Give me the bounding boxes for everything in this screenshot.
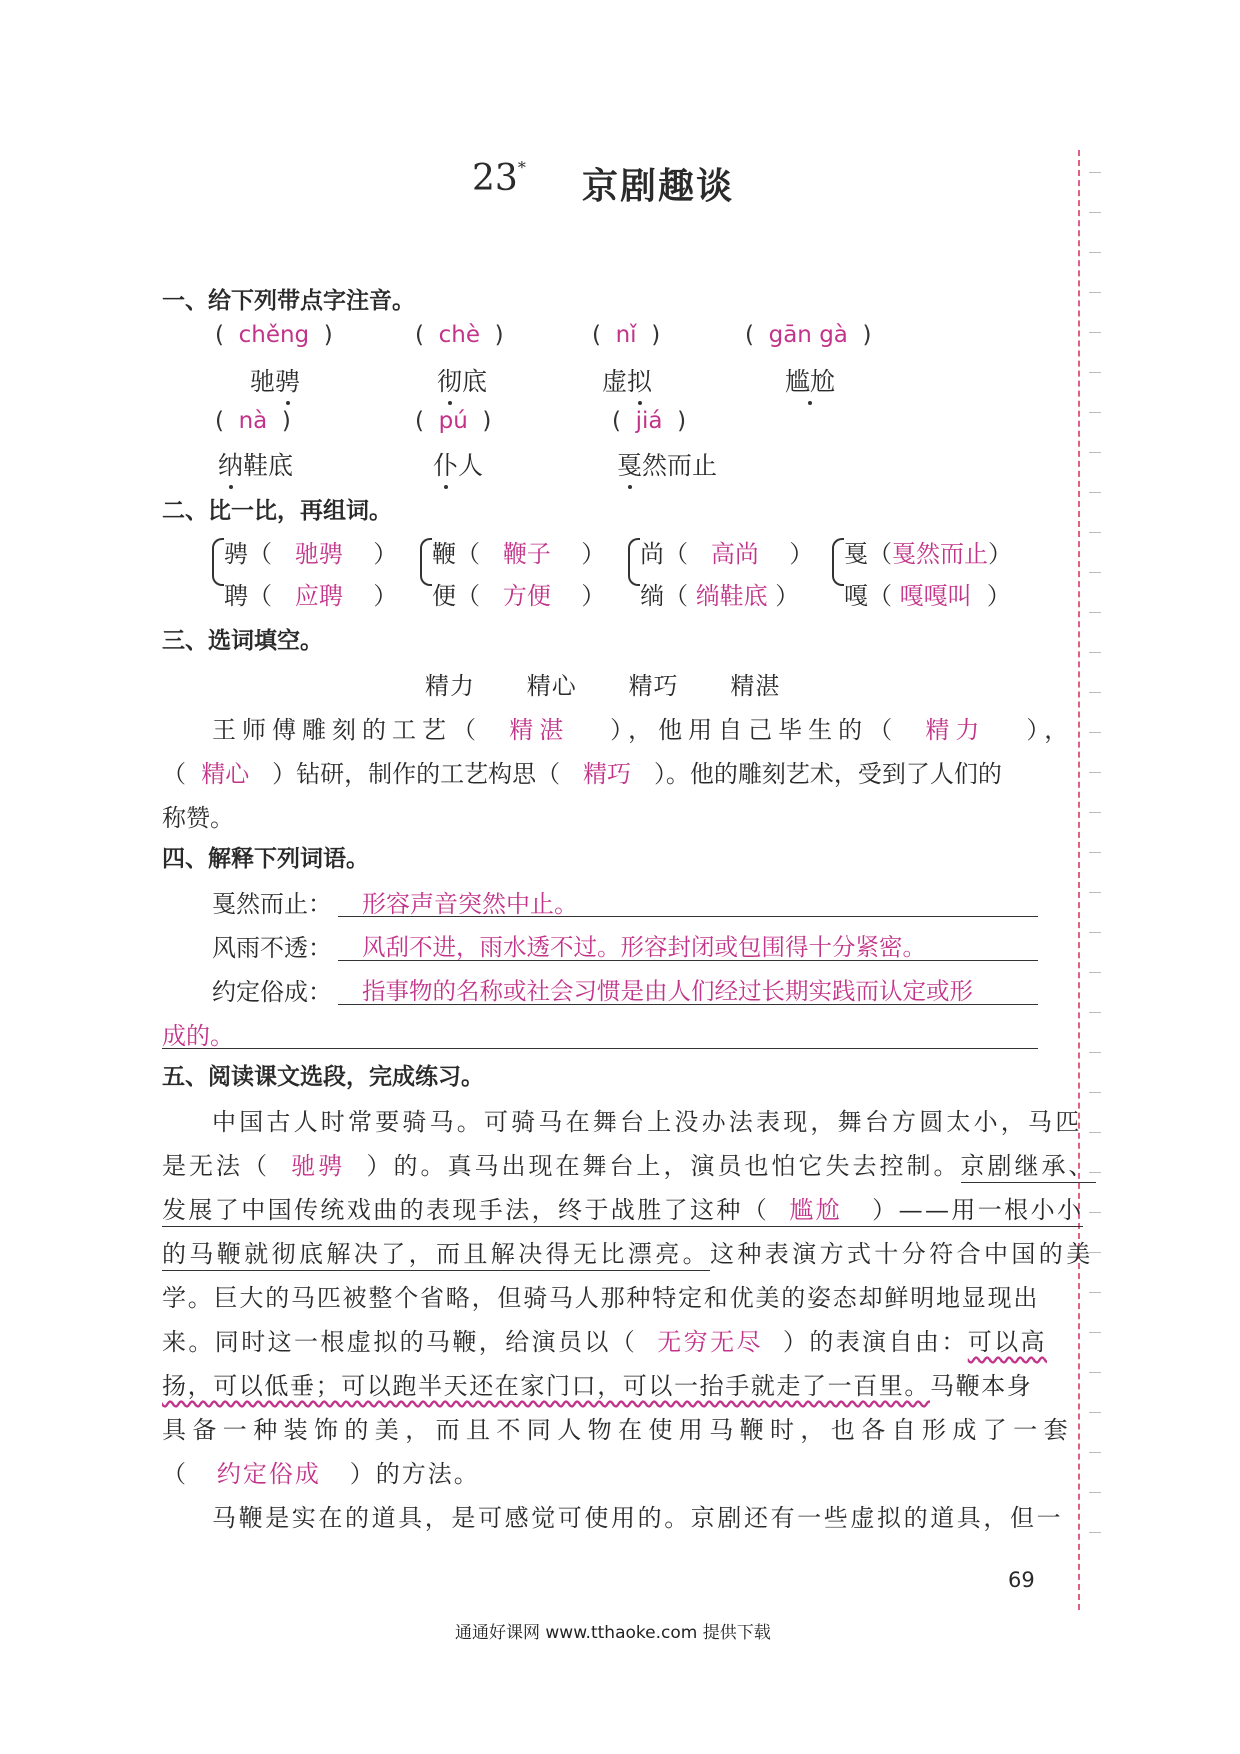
passage-line: 马鞭是实在的道具，是可感觉可使用的。京剧还有一些虚拟的道具，但一 [212, 1504, 1064, 1532]
word-item: 仆人 [433, 446, 483, 482]
section3-heading: 三、选词填空。 [162, 628, 323, 654]
section4-heading: 四、解释下列词语。 [162, 846, 369, 872]
section5-heading: 五、阅读课文选段，完成练习。 [162, 1064, 484, 1090]
passage-line: 发展了中国传统戏曲的表现手法，终于战胜了这种（ 尴尬 ）——用一根小小 [162, 1190, 1083, 1225]
answer: 成的。 [162, 1022, 234, 1050]
lesson-number: 23* [472, 158, 526, 199]
word-item: 戛然而止 [617, 446, 717, 482]
fill-line: 称赞。 [162, 804, 234, 832]
pinyin-item: ( pú ) [415, 408, 492, 434]
answer-underline [338, 916, 1038, 917]
answer: 形容声音突然中止。 [362, 890, 578, 918]
word-item: 彻底 [437, 362, 487, 398]
section2-heading: 二、比一比，再组词。 [162, 498, 392, 524]
margin-dashed-line [1078, 150, 1080, 1610]
pinyin-item: ( nǐ ) [592, 322, 661, 348]
answer-underline [162, 1048, 1038, 1049]
answer: 风刮不进，雨水透不过。形容封闭或包围得十分紧密。 [362, 933, 926, 961]
answer: 指事物的名称或社会习惯是由人们经过长期实践而认定或形 [362, 977, 973, 1005]
pinyin-item: ( gān gà ) [745, 322, 872, 348]
word-options: 精力 精心 精巧 精湛 [425, 672, 781, 700]
word-item: 纳鞋底 [218, 446, 293, 482]
footer-credit: 通通好课网 www.tthaoke.com 提供下载 [455, 1623, 771, 1643]
passage-line: 具备一种装饰的美，而且不同人物在使用马鞭时，也各自形成了一套 [162, 1416, 1074, 1444]
term: 风雨不透： [212, 934, 332, 962]
page-number: 69 [1008, 1568, 1035, 1592]
answer-underline [338, 960, 1038, 961]
passage-line: 扬，可以低垂；可以跑半天还在家门口，可以一抬手就走了一百里。马鞭本身 [162, 1372, 1033, 1400]
answer-underline [338, 1004, 1038, 1005]
pinyin-item: ( chè ) [415, 322, 504, 348]
section1-heading: 一、给下列带点字注音。 [162, 288, 415, 314]
passage-line: 的马鞭就彻底解决了，而且解决得无比漂亮。这种表演方式十分符合中国的美 [162, 1234, 1094, 1269]
passage-line: 中国古人时常要骑马。可骑马在舞台上没办法表现，舞台方圆太小，马匹 [212, 1108, 1083, 1136]
word-item: 尴尬 [785, 362, 835, 398]
term: 约定俗成： [212, 978, 332, 1006]
fill-line: （ 精心 ）钻研，制作的工艺构思（ 精巧 ）。他的雕刻艺术，受到了人们的 [162, 760, 1002, 788]
term: 戛然而止： [212, 890, 332, 918]
pinyin-item: ( chěng ) [215, 322, 333, 348]
pinyin-item: ( nà ) [215, 408, 291, 434]
passage-line: 来。同时这一根虚拟的马鞭，给演员以（ 无穷无尽 ）的表演自由：可以高 [162, 1328, 1047, 1356]
passage-line: （ 约定俗成 ）的方法。 [162, 1460, 480, 1488]
pinyin-item: ( jiá ) [612, 408, 687, 434]
page-title: 京剧趣谈 [582, 166, 735, 207]
fill-line: 王师傅雕刻的工艺（ 精湛 ），他用自己毕生的（ 精力 ）， [212, 716, 1075, 744]
word-item: 驰骋 [250, 362, 300, 398]
passage-line: 是无法（ 驰骋 ）的。真马出现在舞台上，演员也怕它失去控制。京剧继承、 [162, 1146, 1096, 1181]
word-item: 虚拟 [602, 362, 652, 398]
passage-line: 学。巨大的马匹被整个省略，但骑马人那种特定和优美的姿态却鲜明地显现出 [162, 1284, 1040, 1312]
